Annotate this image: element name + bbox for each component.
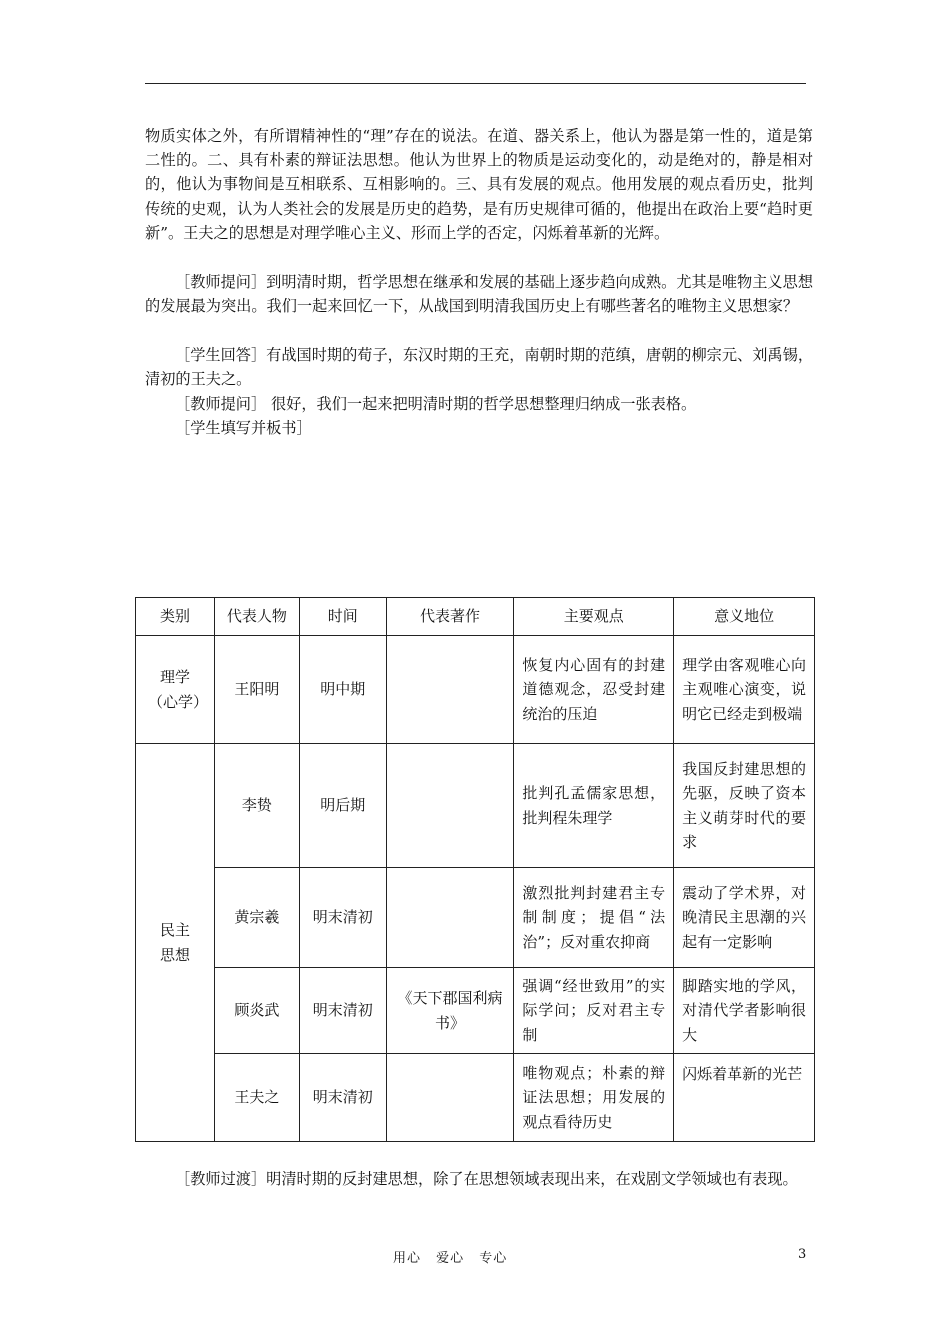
cell-time: 明末清初 [299,1054,386,1142]
cell-view: 激烈批判封建君主专制制度；提倡“法治”；反对重农抑商 [514,868,674,968]
cell-significance: 理学由客观唯心向主观唯心演变，说明它已经走到极端 [674,636,815,744]
paragraph-teacher-transition: ［教师过渡］明清时期的反封建思想，除了在思想领域表现出来，在戏剧文学领域也有表现。 [175,1170,798,1188]
table-row [136,868,815,968]
cell-person: 黄宗羲 [214,868,299,968]
header-rule [145,83,806,84]
category-minzhu: 民主思想 [136,744,215,1142]
cell-view: 唯物观点；朴素的辩证法思想；用发展的观点看待历史 [514,1054,674,1142]
cell-view: 批判孔孟儒家思想，批判程朱理学 [514,744,674,868]
cell-time: 明后期 [299,744,386,868]
table-row [136,1054,815,1142]
paragraph-teacher-question-1: ［教师提问］到明清时期，哲学思想在继承和发展的基础上逐步趋向成熟。尤其是唯物主义思想的发展最为突出。我们一起来回忆一下，从战国到明清我国历史上有哪些著名的唯物主义思想家？ [145,273,813,316]
cell-work [386,868,514,968]
cell-time: 明中期 [299,636,386,744]
cell-work: 《天下郡国利病书》 [386,968,514,1054]
cell-time: 明末清初 [299,868,386,968]
table-row [136,636,815,744]
table-header-row [136,598,815,636]
cell-work [386,1054,514,1142]
paragraph-wang-fuzhi-summary: 物质实体之外，有所谓精神性的“理”存在的说法。在道、器关系上，他认为器是第一性的，道是第二性的。二、具有朴素的辩证法思想。他认为世界上的物质是运动变化的，动是绝对的，静是相对的，他认为事物间是互相联系、互相影响的。三、具有发展的观点。他用发展的观点看历史，批判传统的史观，认为人类社会的发展是历史的趋势，是有历史规律可循的，他提出在政治上要“趋时更新”。王夫之的思想是对理学唯心主义、形而上学的否定，闪烁着革新的光辉。 [145,127,813,242]
page-number: 3 [798,1247,807,1262]
header-view: 主要观点 [514,598,674,636]
cell-person: 顾炎武 [214,968,299,1054]
header-category: 类别 [136,598,215,636]
cell-work [386,744,514,868]
header-time: 时间 [299,598,386,636]
table-row [136,968,815,1054]
philosophy-summary-table [135,597,815,1142]
footer-motto: 用心 爱心 专心 [393,1251,508,1266]
header-significance: 意义地位 [674,598,815,636]
cell-view: 强调“经世致用”的实际学问；反对君主专制 [514,968,674,1054]
cell-significance: 我国反封建思想的先驱，反映了资本主义萌芽时代的要求 [674,744,815,868]
cell-person: 王夫之 [214,1054,299,1142]
cell-work [386,636,514,744]
paragraph-student-answer: ［学生回答］有战国时期的荀子，东汉时期的王充，南朝时期的范缜，唐朝的柳宗元、刘禹锡，清初的王夫之。 [145,346,813,389]
category-lixue: 理学（心学） [136,636,215,744]
table-row [136,744,815,868]
header-work: 代表著作 [386,598,514,636]
cell-person: 王阳明 [214,636,299,744]
cell-significance: 闪烁着革新的光芒 [674,1054,815,1142]
paragraph-teacher-question-2: ［教师提问］ 很好，我们一起来把明清时期的哲学思想整理归纳成一张表格。 [175,395,697,413]
cell-significance: 脚踏实地的学风，对清代学者影响很大 [674,968,815,1054]
header-person: 代表人物 [214,598,299,636]
paragraph-student-board: ［学生填写并板书］ [175,419,312,437]
cell-significance: 震动了学术界，对晚清民主思潮的兴起有一定影响 [674,868,815,968]
cell-person: 李贽 [214,744,299,868]
cell-time: 明末清初 [299,968,386,1054]
cell-view: 恢复内心固有的封建道德观念，忍受封建统治的压迫 [514,636,674,744]
